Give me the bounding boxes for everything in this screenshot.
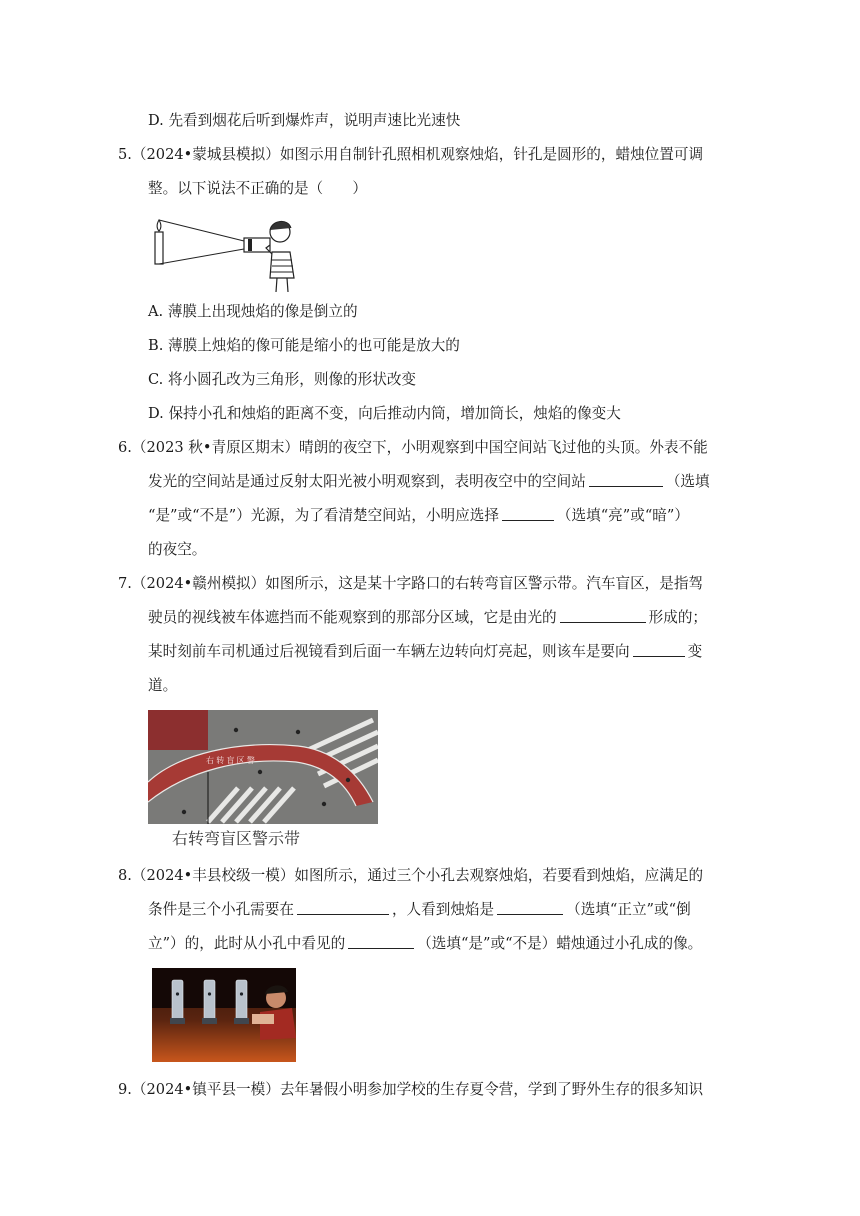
- answer-blank: [502, 506, 554, 521]
- q7-line4: 道。: [148, 677, 178, 694]
- q6-line3: “是”或“不是”）光源，为了看清楚空间站，小明应选择 （选填“亮”或“暗”）: [148, 507, 689, 524]
- q8-line2: 条件是三个小孔需要在 ，人看到烛焰是 （选填“正立”或“倒: [148, 901, 691, 918]
- q5-option-c: C. 将小圆孔改为三角形，则像的形状改变: [148, 371, 417, 388]
- answer-blank: [297, 900, 389, 915]
- q7-line3: 某时刻前车司机通过后视镜看到后面一车辆左边转向灯亮起，则该车是要向 变: [148, 643, 703, 660]
- q5-option-b: B. 薄膜上烛焰的像可能是缩小的也可能是放大的: [148, 337, 460, 354]
- answer-blank: [348, 934, 414, 949]
- q5-stem-line1: 5.（2024•蒙城县模拟）如图示用自制针孔照相机观察烛焰，针孔是圆形的，蜡烛位置可调: [118, 146, 704, 163]
- photo-caption: 右转弯盲区警示带: [172, 831, 301, 848]
- q5-stem-line2: 整。以下说法不正确的是（ ）: [148, 180, 367, 197]
- q5-option-d: D. 保持小孔和烛焰的距离不变，向后推动内筒，增加筒长，烛焰的像变大: [148, 405, 621, 422]
- q7-blind-zone-photo: [148, 710, 378, 850]
- road-marking-text: 右 转 盲 区 警: [206, 756, 255, 765]
- q7-line2: 驶员的视线被车体遮挡而不能观察到的那部分区域，它是由光的 形成的；: [148, 609, 708, 626]
- q8-line1: 8.（2024•丰县校级一模）如图所示，通过三个小孔去观察烛焰，若要看到烛焰，应满足的: [118, 867, 704, 884]
- q6-line2: 发光的空间站是通过反射太阳光被小明观察到，表明夜空中的空间站 （选填: [148, 473, 710, 490]
- answer-blank: [589, 472, 663, 487]
- q6-line4: 的夜空。: [148, 541, 207, 558]
- answer-blank: [560, 608, 646, 623]
- q6-line1: 6.（2023 秋•青原区期末）晴朗的夜空下，小明观察到中国空间站飞过他的头顶。外表不能: [118, 439, 708, 456]
- answer-blank: [633, 642, 685, 657]
- q5-option-a: A. 薄膜上出现烛焰的像是倒立的: [148, 303, 358, 320]
- road-photo: [148, 710, 378, 824]
- q5-pinhole-camera-figure: [148, 208, 298, 294]
- q9-line1: 9.（2024•镇平县一模）去年暑假小明参加学校的生存夏令营，学到了野外生存的很多知识: [118, 1081, 704, 1098]
- answer-blank: [497, 900, 563, 915]
- q8-three-holes-photo: [152, 968, 296, 1062]
- q7-line1: 7.（2024•赣州模拟）如图所示，这是某十字路口的右转弯盲区警示带。汽车盲区，是指驾: [118, 575, 704, 592]
- q8-line3: 立”）的，此时从小孔中看见的 （选填“是”或“不是）蜡烛通过小孔成的像。: [148, 935, 703, 952]
- q4-option-d: D. 先看到烟花后听到爆炸声，说明声速比光速快: [148, 112, 461, 129]
